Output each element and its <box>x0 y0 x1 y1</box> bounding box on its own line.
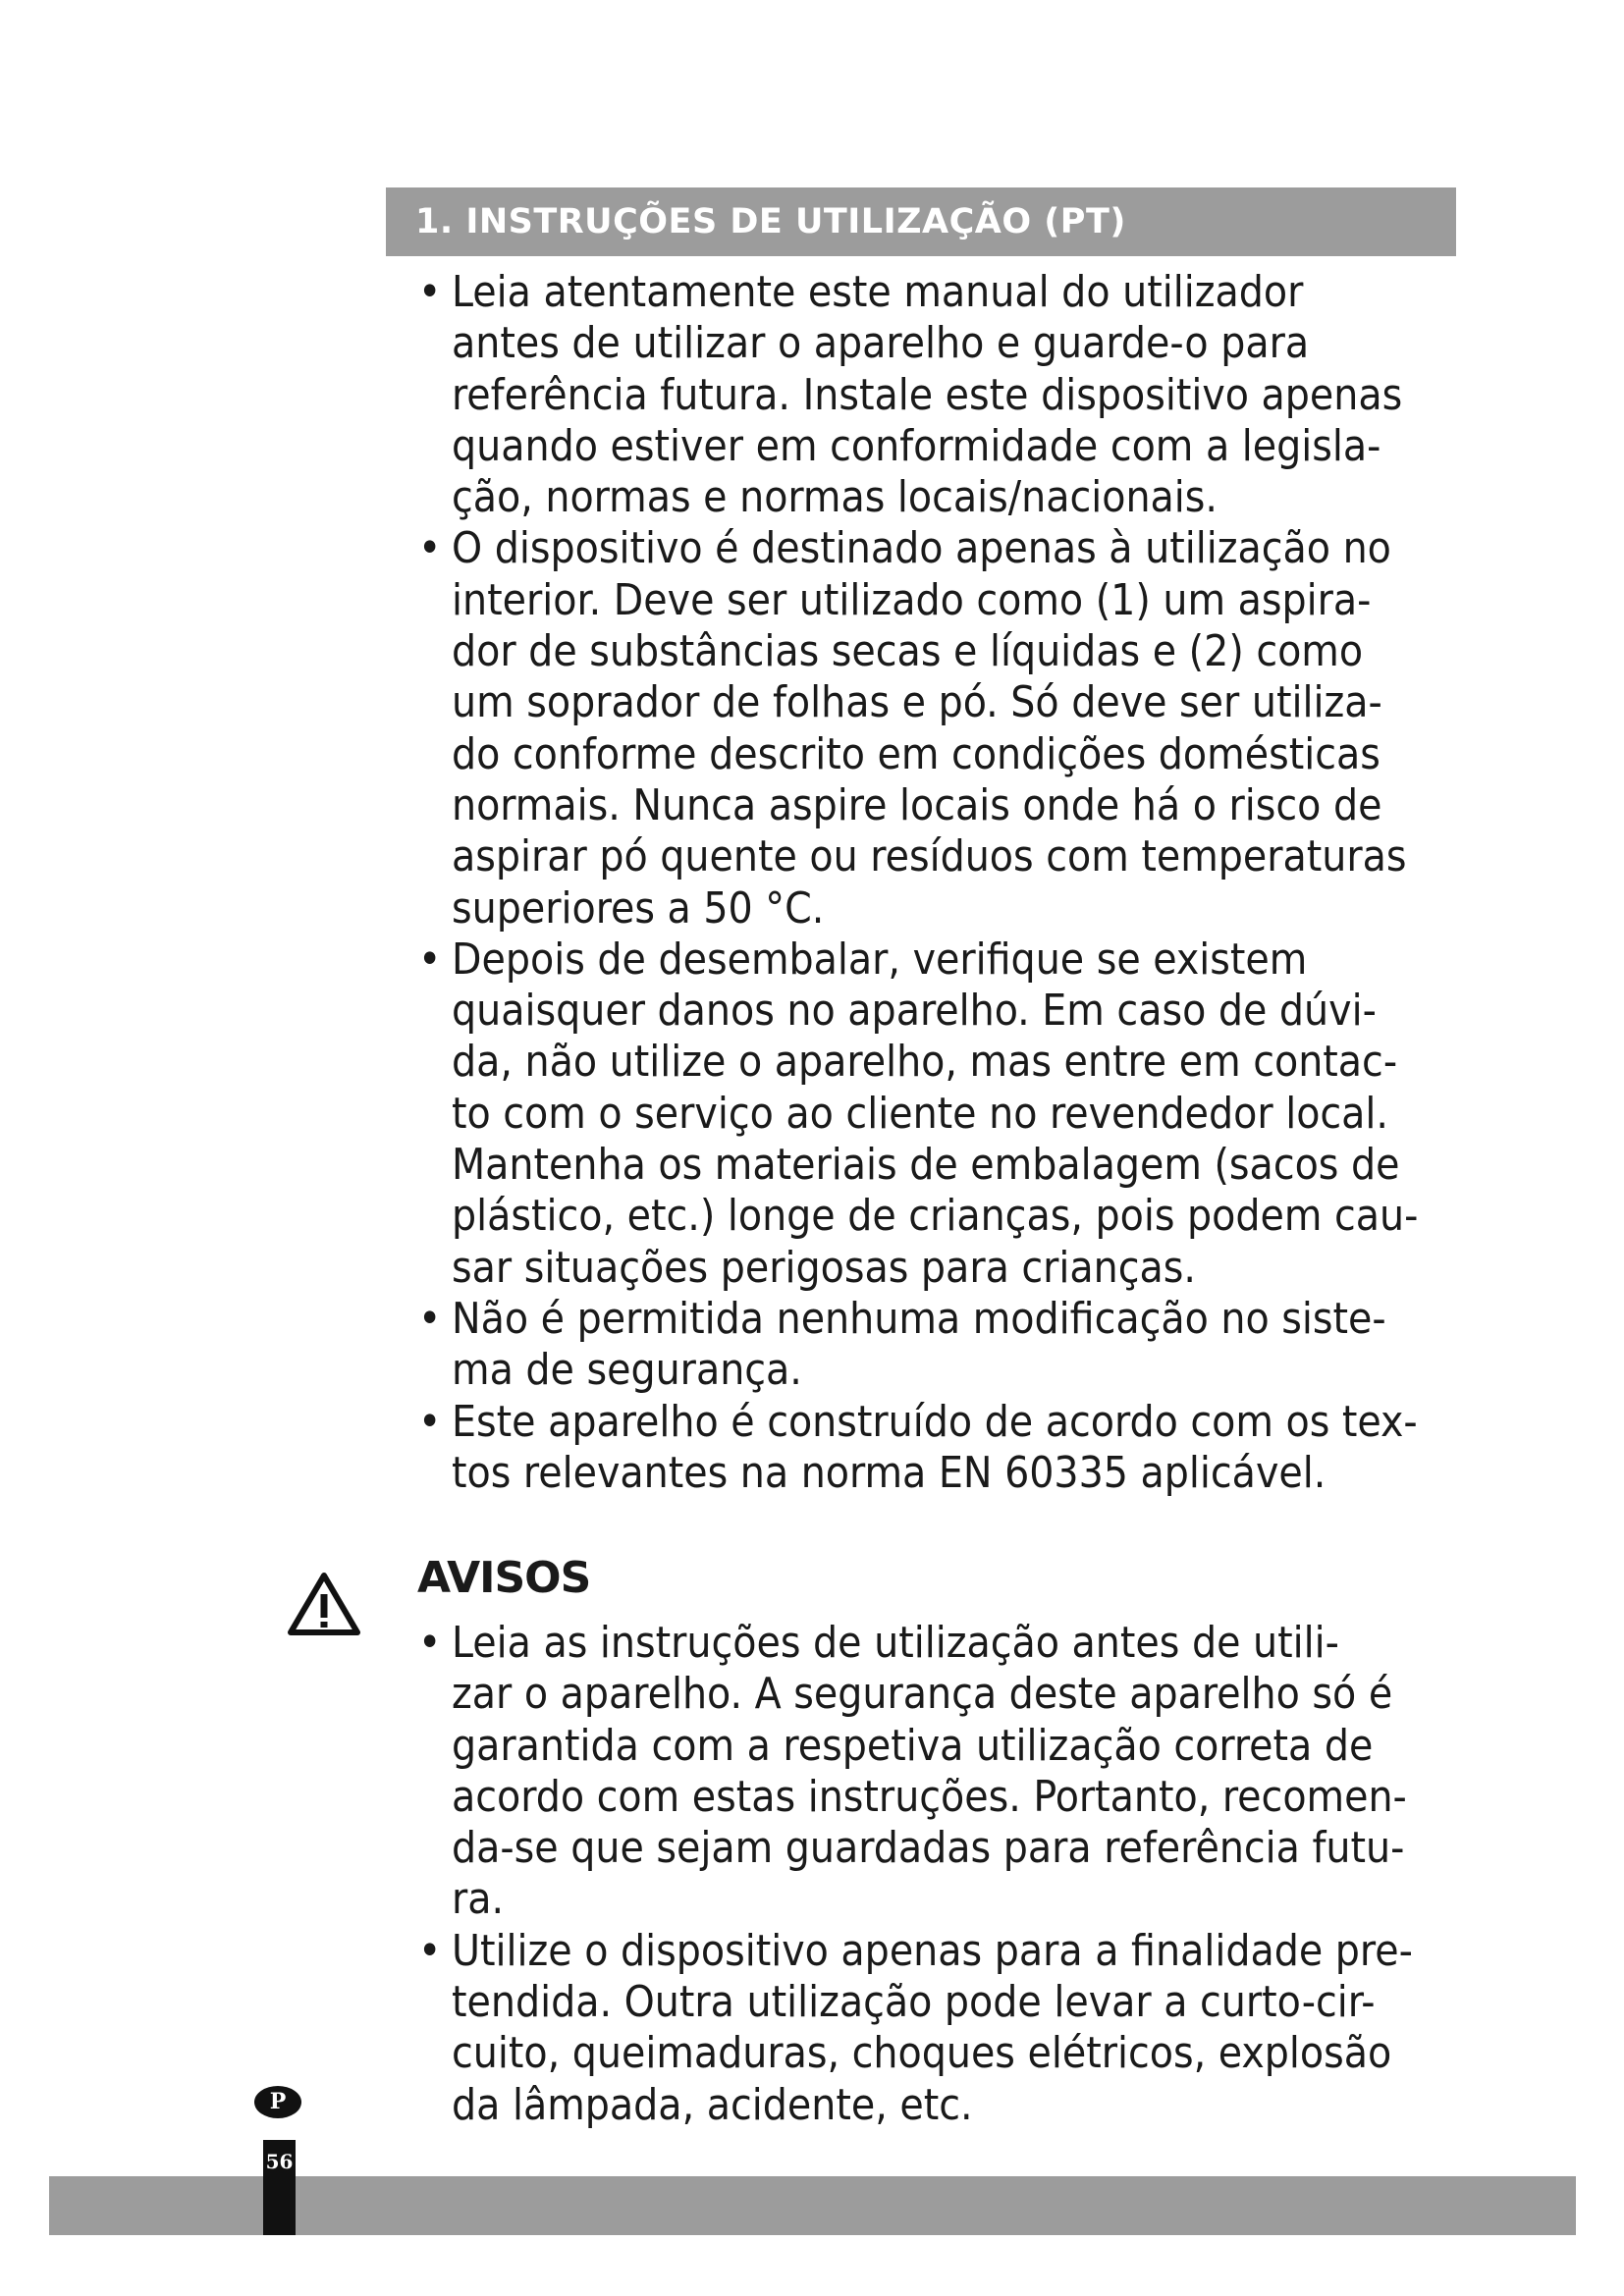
warning-line: acordo com estas instruções. Portanto, recomen- <box>452 1771 1407 1822</box>
warnings-title: AVISOS <box>417 1553 591 1603</box>
bullet-marker: • <box>418 1925 442 1976</box>
instruction-line: O dispositivo é destinado apenas à utilização no <box>452 523 1391 574</box>
warning-line: Leia as instruções de utilização antes de utili- <box>452 1618 1339 1668</box>
language-badge-label: P <box>269 2089 287 2114</box>
instruction-item <box>390 934 1470 1294</box>
warnings-list <box>390 1618 1470 2131</box>
instruction-line: Não é permitida nenhuma modificação no siste- <box>452 1293 1386 1344</box>
instruction-line: da, não utilize o aparelho, mas entre em contac- <box>452 1037 1398 1088</box>
warning-item <box>390 1618 1470 1926</box>
instruction-line: to com o serviço ao cliente no revendedor local. <box>452 1088 1388 1139</box>
bullet-marker: • <box>418 934 442 985</box>
bullet-marker: • <box>418 523 442 574</box>
warning-line: tendida. Outra utilização pode levar a curto-cir- <box>452 1977 1376 2028</box>
instruction-line: antes de utilizar o aparelho e guarde-o para <box>452 318 1310 369</box>
section-header <box>386 187 1456 256</box>
instruction-line: ção, normas e normas locais/nacionais. <box>452 472 1218 523</box>
warning-triangle-icon <box>287 1571 361 1637</box>
instruction-item <box>390 1294 1470 1397</box>
instruction-line: tos relevantes na norma EN 60335 aplicável. <box>452 1447 1326 1498</box>
instruction-line: normais. Nunca aspire locais onde há o risco de <box>452 779 1382 830</box>
bullet-marker: • <box>418 1293 442 1344</box>
warning-item <box>390 1926 1470 2131</box>
warning-line: ra. <box>452 1874 505 1925</box>
instruction-line: interior. Deve ser utilizado como (1) um aspira- <box>452 574 1372 625</box>
instruction-line: Leia atentamente este manual do utilizador <box>452 267 1304 317</box>
warning-line: da lâmpada, acidente, etc. <box>452 2079 973 2130</box>
bullet-marker: • <box>418 1396 442 1447</box>
instruction-line: Mantenha os materiais de embalagem (sacos de <box>452 1140 1400 1191</box>
instruction-line: referência futura. Instale este dispositivo apenas <box>452 369 1403 420</box>
instruction-line: Depois de desembalar, verifique se existem <box>452 934 1308 985</box>
instruction-line: plástico, etc.) longe de crianças, pois podem cau- <box>452 1191 1419 1242</box>
instruction-line: quaisquer danos no aparelho. Em caso de dúvi- <box>452 986 1377 1037</box>
instruction-line: Este aparelho é construído de acordo com os tex- <box>452 1396 1418 1447</box>
instruction-line: sar situações perigosas para crianças. <box>452 1242 1196 1293</box>
section-title: 1. INSTRUÇÕES DE UTILIZAÇÃO (PT) <box>415 202 1126 241</box>
bullet-marker: • <box>418 1618 442 1668</box>
instructions-list <box>390 267 1470 1499</box>
language-badge <box>254 2086 301 2118</box>
warning-line: Utilize o dispositivo apenas para a finalidade pre- <box>452 1925 1413 1976</box>
warning-line: cuito, queimaduras, choques elétricos, explosão <box>452 2028 1392 2079</box>
instruction-item <box>390 523 1470 934</box>
instruction-line: dor de substâncias secas e líquidas e (2) como <box>452 626 1364 677</box>
warning-line: zar o aparelho. A segurança deste aparelho só é <box>452 1669 1393 1720</box>
instruction-line: do conforme descrito em condições domésticas <box>452 728 1380 779</box>
instruction-line: quando estiver em conformidade com a legisla- <box>452 420 1381 471</box>
instruction-line: ma de segurança. <box>452 1345 802 1396</box>
warning-line: da-se que sejam guardadas para referência futu- <box>452 1823 1405 1874</box>
warning-line: garantida com a respetiva utilização correta de <box>452 1720 1374 1771</box>
instruction-item <box>390 267 1470 523</box>
page-number: 56 <box>265 2150 294 2173</box>
instruction-line: um soprador de folhas e pó. Só deve ser utiliza- <box>452 677 1382 728</box>
instruction-line: aspirar pó quente ou resíduos com temperaturas <box>452 831 1407 882</box>
instruction-item <box>390 1397 1470 1500</box>
bullet-marker: • <box>418 267 442 317</box>
instruction-line: superiores a 50 °C. <box>452 882 825 934</box>
